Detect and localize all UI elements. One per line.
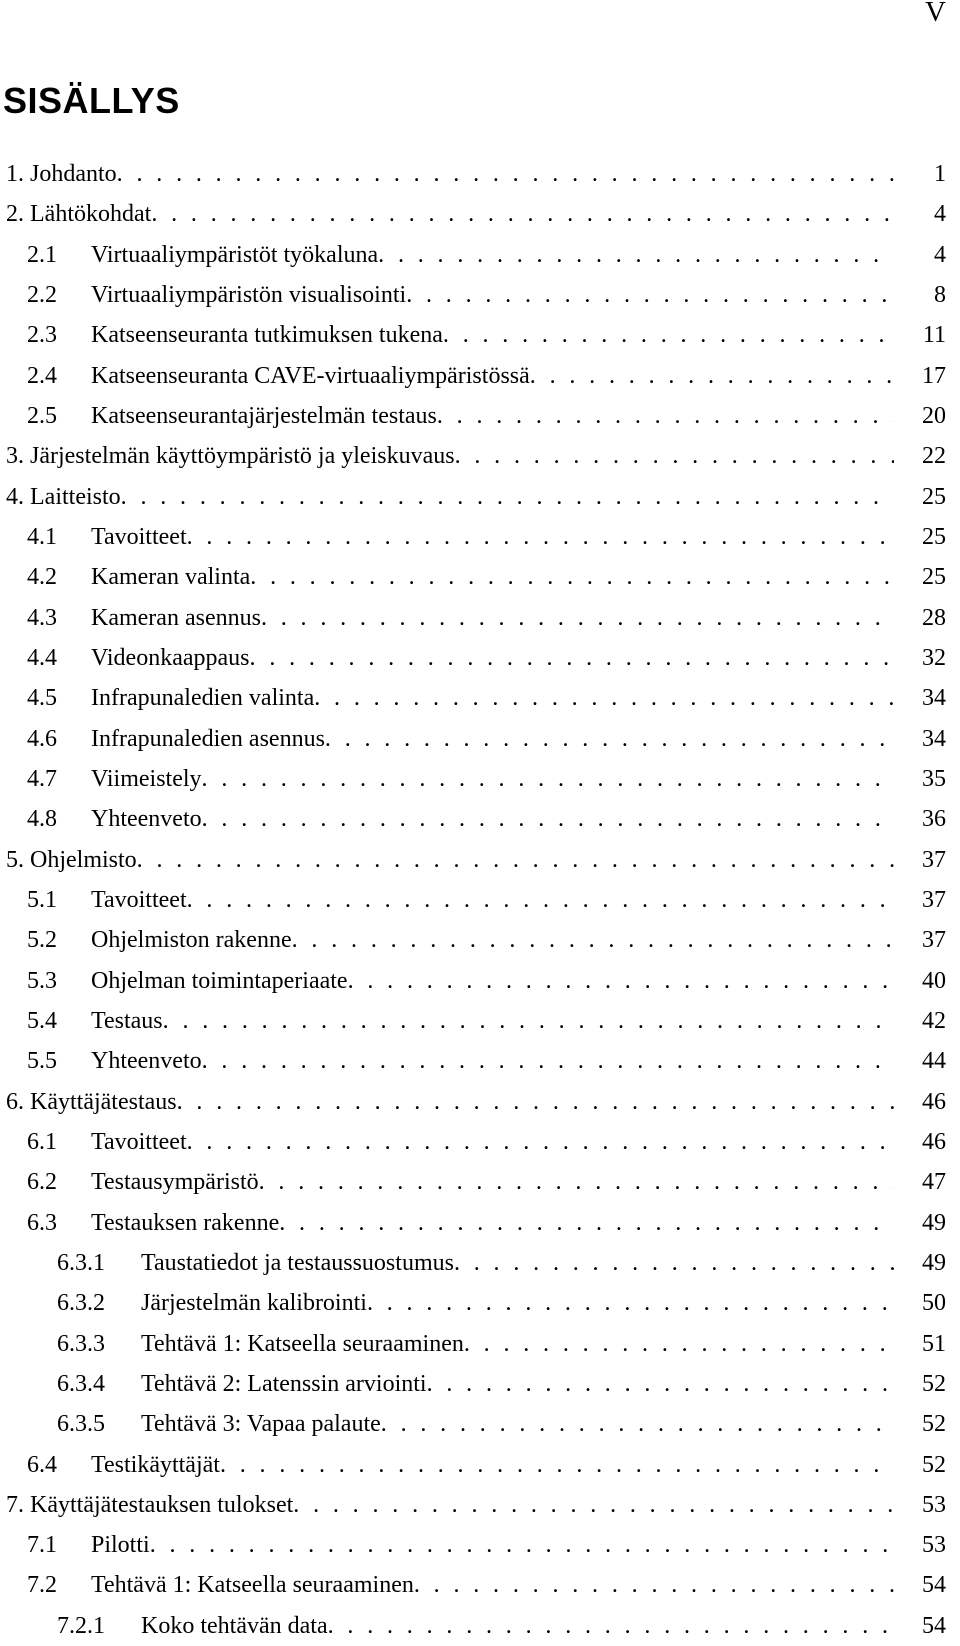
toc-entry-leader [27,235,894,275]
toc-entry-number: 7.2.1 [57,1606,141,1646]
toc-entry-label: Taustatiedot ja testaussuostumus [141,1249,454,1276]
toc-entry-label: Katseenseuranta CAVE-virtuaaliympäristössä [91,362,530,389]
toc-entry-leader [27,1525,894,1565]
toc-entry-leader [27,396,894,436]
toc-entry-number: 7.1 [27,1525,91,1565]
toc-entry-page: 49 [900,1243,946,1283]
toc-entry-label: Tehtävä 1: Katseella seuraaminen [91,1572,414,1599]
toc-entry[interactable] [0,396,946,436]
toc-entry-page: 44 [900,1041,946,1081]
toc-entry[interactable] [0,1122,946,1162]
toc-entry[interactable] [0,799,946,839]
table-of-contents [0,154,946,1646]
toc-entry-number: 7.2 [27,1565,91,1605]
toc-entry[interactable] [0,598,946,638]
toc-entry-page: 36 [900,799,946,839]
toc-entry-leader [6,194,894,234]
toc-entry-page: 52 [900,1445,946,1485]
toc-entry-page: 54 [900,1606,946,1646]
toc-entry[interactable] [0,759,946,799]
toc-entry-label: Lähtökohdat [30,201,152,228]
toc-entry-page: 52 [900,1404,946,1444]
toc-entry-number: 6.3 [27,1203,91,1243]
toc-entry-label: Infrapunaledien asennus [91,725,325,752]
toc-entry[interactable] [0,840,946,880]
toc-entry[interactable] [0,1525,946,1565]
toc-entry[interactable] [0,315,946,355]
toc-entry-page: 22 [900,436,946,476]
toc-entry-number: 2.4 [27,356,91,396]
toc-entry-number: 4.5 [27,678,91,718]
toc-entry-page: 53 [900,1525,946,1565]
toc-entry[interactable] [0,1606,946,1646]
toc-entry-number: 5.4 [27,1001,91,1041]
toc-entry-page: 4 [900,235,946,275]
toc-entry[interactable] [0,1243,946,1283]
toc-entry[interactable] [0,194,946,234]
toc-entry-label: Infrapunaledien valinta [91,685,315,712]
toc-entry-number: 2.5 [27,396,91,436]
toc-entry-leader [27,799,894,839]
toc-entry-number: 3. [6,443,24,470]
toc-entry-number: 5.2 [27,920,91,960]
toc-entry[interactable] [0,154,946,194]
toc-entry[interactable] [0,1283,946,1323]
toc-entry-page: 40 [900,961,946,1001]
toc-entry-number: 6.3.5 [57,1404,141,1444]
toc-entry-leader [27,275,894,315]
toc-entry-label: Virtuaaliympäristöt työkaluna [91,241,379,268]
toc-entry-label: Tavoitteet [91,523,187,550]
toc-entry[interactable] [0,880,946,920]
toc-entry-label: Järjestelmän käyttöympäristö ja yleiskuvaus [30,443,455,470]
toc-entry-leader [27,638,894,678]
toc-entry-leader [6,154,894,194]
toc-entry-label: Tavoitteet [91,1128,187,1155]
toc-entry-page: 37 [900,920,946,960]
toc-entry[interactable] [0,235,946,275]
toc-entry[interactable] [0,961,946,1001]
toc-entry[interactable] [0,557,946,597]
toc-entry[interactable] [0,1203,946,1243]
toc-entry[interactable] [0,1445,946,1485]
toc-entry-page: 8 [900,275,946,315]
toc-entry-number: 5. [6,846,24,873]
toc-entry-leader [27,880,894,920]
toc-entry-leader [27,1162,894,1202]
toc-entry-number: 4. [6,483,24,510]
toc-entry-label: Ohjelmiston rakenne [91,927,292,954]
toc-entry-page: 28 [900,598,946,638]
toc-entry[interactable] [0,1082,946,1122]
toc-entry-label: Testikäyttäjät [91,1451,220,1478]
toc-entry[interactable] [0,1324,946,1364]
toc-entry-label: Kameran valinta [91,564,251,591]
toc-entry-number: 5.1 [27,880,91,920]
toc-entry-page: 49 [900,1203,946,1243]
toc-entry-number: 6.3.4 [57,1364,141,1404]
toc-entry[interactable] [0,436,946,476]
toc-entry-page: 17 [900,356,946,396]
toc-entry[interactable] [0,1404,946,1444]
toc-entry-page: 52 [900,1364,946,1404]
toc-entry-label: Yhteenveto [91,806,202,833]
toc-entry-leader [27,678,894,718]
toc-entry-leader [57,1404,894,1444]
toc-entry-leader [27,961,894,1001]
toc-entry-label: Ohjelmisto [30,846,137,873]
toc-entry-number: 6.1 [27,1122,91,1162]
toc-entry-leader [27,1445,894,1485]
toc-entry[interactable] [0,1485,946,1525]
toc-entry-number: 4.7 [27,759,91,799]
toc-entry-number: 4.3 [27,598,91,638]
toc-entry-leader [6,840,894,880]
toc-entry-leader [27,1203,894,1243]
toc-entry-leader [27,315,894,355]
toc-entry[interactable] [0,517,946,557]
toc-entry-label: Viimeistely [91,765,202,792]
toc-entry-number: 6.4 [27,1445,91,1485]
toc-entry-number: 2.2 [27,275,91,315]
toc-entry-page: 53 [900,1485,946,1525]
toc-entry-leader [27,517,894,557]
toc-entry-page: 51 [900,1324,946,1364]
toc-entry-page: 1 [900,154,946,194]
toc-entry[interactable] [0,678,946,718]
toc-entry-number: 6. [6,1088,24,1115]
toc-entry-number: 4.4 [27,638,91,678]
toc-entry-label: Virtuaaliympäristön visualisointi [91,281,407,308]
toc-entry-page: 34 [900,719,946,759]
toc-entry-label: Koko tehtävän data [141,1612,328,1639]
toc-entry-number: 5.5 [27,1041,91,1081]
toc-entry-leader [57,1364,894,1404]
toc-entry-number: 1. [6,161,24,187]
toc-entry-label: Katseenseurantajärjestelmän testaus [91,402,437,429]
toc-entry-page: 4 [900,194,946,234]
toc-entry-page: 46 [900,1082,946,1122]
toc-entry-page: 25 [900,557,946,597]
toc-entry-leader [27,1001,894,1041]
toc-entry-leader [27,719,894,759]
toc-entry-page: 54 [900,1565,946,1605]
toc-entry-label: Tavoitteet [91,886,187,913]
toc-entry-page: 25 [900,517,946,557]
toc-entry[interactable] [0,638,946,678]
toc-entry-number: 4.8 [27,799,91,839]
toc-entry-leader [27,759,894,799]
toc-entry[interactable] [0,275,946,315]
toc-entry-number: 2.1 [27,235,91,275]
toc-entry-leader [57,1283,894,1323]
toc-entry-leader [27,1565,894,1605]
toc-entry-page: 42 [900,1001,946,1041]
toc-entry-label: Käyttäjätestaus [30,1088,177,1115]
toc-entry-label: Pilotti [91,1532,150,1559]
toc-entry-page: 35 [900,759,946,799]
toc-entry-number: 4.1 [27,517,91,557]
toc-entry-label: Johdanto [30,161,117,187]
toc-entry-page: 50 [900,1283,946,1323]
toc-entry[interactable] [0,1565,946,1605]
toc-entry-leader [27,557,894,597]
toc-entry[interactable] [0,920,946,960]
toc-entry-page: 37 [900,840,946,880]
toc-entry-number: 4.2 [27,557,91,597]
toc-entry-label: Laitteisto [30,483,121,510]
toc-entry-leader [27,1041,894,1081]
toc-entry-label: Kameran asennus [91,604,261,631]
toc-entry-label: Videonkaappaus [91,644,250,671]
toc-entry[interactable] [0,356,946,396]
toc-entry-number: 4.6 [27,719,91,759]
toc-entry-label: Yhteenveto [91,1048,202,1075]
toc-entry-leader [27,598,894,638]
toc-entry-page: 34 [900,678,946,718]
toc-entry-leader [57,1606,894,1646]
toc-entry-leader [27,1122,894,1162]
toc-entry-label: Testauksen rakenne [91,1209,280,1236]
toc-entry-number: 7. [6,1491,24,1518]
toc-entry[interactable] [0,1001,946,1041]
toc-entry-page: 20 [900,396,946,436]
toc-entry[interactable] [0,1041,946,1081]
toc-entry-page: 11 [900,315,946,355]
toc-entry-label: Järjestelmän kalibrointi [141,1290,367,1317]
toc-entry-label: Ohjelman toimintaperiaate [91,967,348,994]
toc-entry-label: Käyttäjätestauksen tulokset [30,1491,294,1518]
toc-entry-number: 6.3.1 [57,1243,141,1283]
toc-entry-leader [57,1243,894,1283]
page-number: V [925,0,946,28]
toc-entry-number: 2.3 [27,315,91,355]
toc-entry-leader [57,1324,894,1364]
toc-entry[interactable] [0,477,946,517]
toc-entry-label: Testaus [91,1007,163,1034]
toc-entry-number: 2. [6,201,24,228]
toc-entry-leader [6,1485,894,1525]
toc-entry-label: Tehtävä 1: Katseella seuraaminen [141,1330,464,1357]
toc-entry-leader [6,477,894,517]
toc-entry-page: 25 [900,477,946,517]
toc-entry-number: 6.2 [27,1162,91,1202]
toc-entry-label: Testausympäristö [91,1169,259,1196]
toc-entry-page: 46 [900,1122,946,1162]
toc-entry-number: 6.3.2 [57,1283,141,1323]
toc-entry[interactable] [0,1162,946,1202]
toc-entry-number: 6.3.3 [57,1324,141,1364]
toc-entry-label: Katseenseuranta tutkimuksen tukena [91,322,443,349]
toc-entry-leader [6,436,894,476]
toc-entry-page: 32 [900,638,946,678]
toc-entry-label: Tehtävä 3: Vapaa palaute [141,1411,381,1438]
toc-entry-leader [6,1082,894,1122]
toc-entry-number: 5.3 [27,961,91,1001]
toc-entry[interactable] [0,1364,946,1404]
toc-entry[interactable] [0,719,946,759]
toc-entry-page: 47 [900,1162,946,1202]
toc-entry-leader [27,356,894,396]
toc-entry-label: Tehtävä 2: Latenssin arviointi [141,1370,427,1397]
toc-entry-leader [27,920,894,960]
page-title: SISÄLLYS [3,80,180,121]
toc-entry-page: 37 [900,880,946,920]
